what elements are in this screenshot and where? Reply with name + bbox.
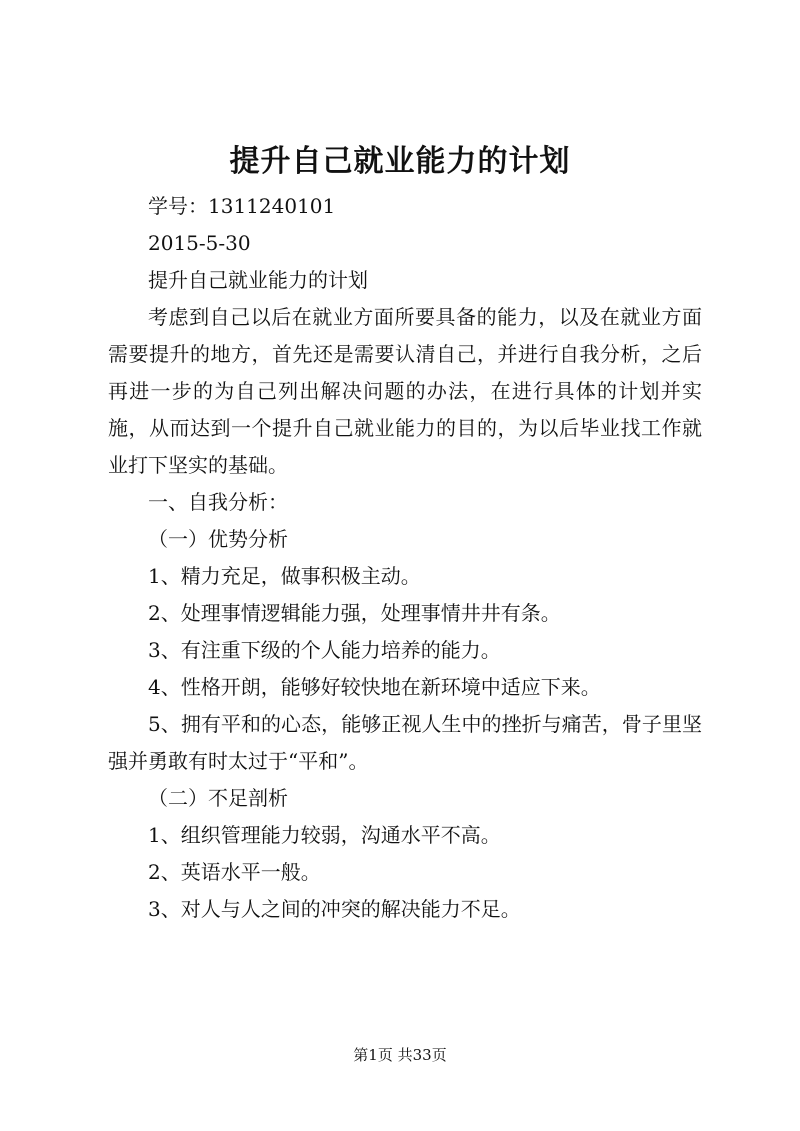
intro-paragraph: 考虑到自己以后在就业方面所要具备的能力，以及在就业方面需要提升的地方，首先还是需要认清自己，并进行自我分析，之后再进一步的为自己列出解决问题的办法，在进行具体的计划并实施，从而达到一个提升自己就业能力的目的，为以后毕业找工作就业打下坚实的基础。 xyxy=(108,305,702,477)
weakness-item-1: 1、组织管理能力较弱，沟通水平不高。 xyxy=(148,823,501,847)
strength-item-4: 4、性格开朗，能够好较快地在新环境中适应下来。 xyxy=(148,675,601,699)
strength-item-3: 3、有注重下级的个人能力培养的能力。 xyxy=(148,638,501,662)
strength-item-2: 2、处理事情逻辑能力强，处理事情井井有条。 xyxy=(148,601,561,625)
subsection-heading-strengths: （一）优势分析 xyxy=(148,527,288,551)
strength-item-5: 5、拥有平和的心态，能够正视人生中的挫折与痛苦，骨子里坚强并勇敢有时太过于“平和”。 xyxy=(108,712,702,773)
page-footer: 第1页 共33页 xyxy=(353,1046,447,1064)
strength-item-1: 1、精力充足，做事积极主动。 xyxy=(148,564,421,588)
date-line: 2015-5-30 xyxy=(148,231,251,255)
subtitle-line: 提升自己就业能力的计划 xyxy=(148,268,368,292)
subsection-heading-weaknesses: （二）不足剖析 xyxy=(148,786,288,810)
weakness-item-3: 3、对人与人之间的冲突的解决能力不足。 xyxy=(148,897,521,921)
section-heading-self-analysis: 一、自我分析： xyxy=(148,490,288,514)
document-title: 提升自己就业能力的计划 xyxy=(229,144,571,179)
weakness-item-2: 2、英语水平一般。 xyxy=(148,860,321,884)
document-body xyxy=(108,188,702,928)
student-id-line: 学号：1311240101 xyxy=(148,194,336,218)
